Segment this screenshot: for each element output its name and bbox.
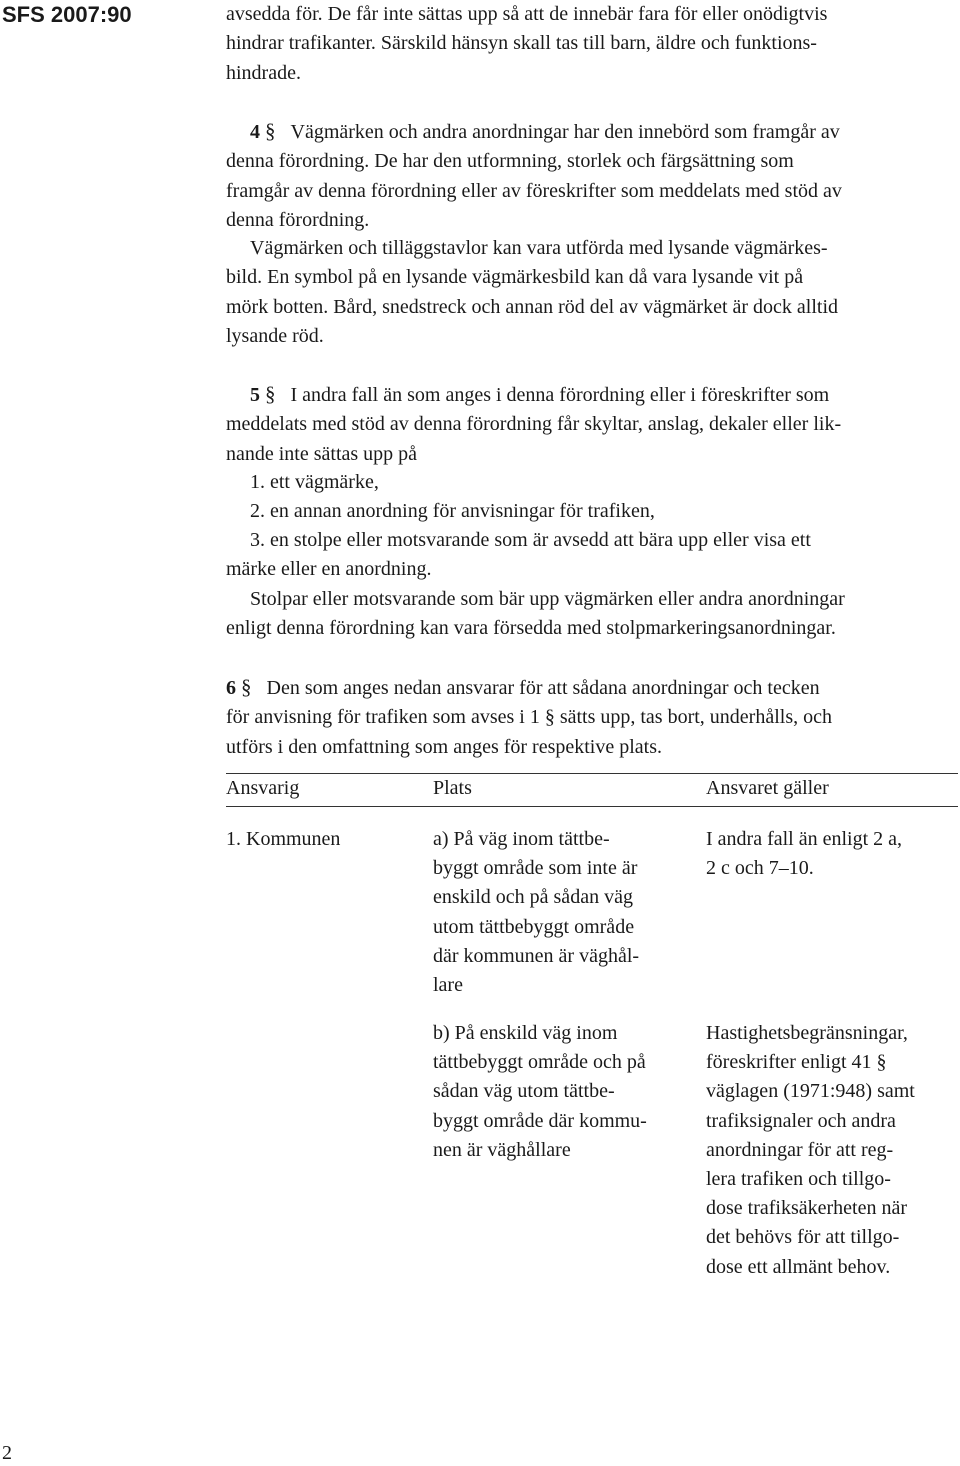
section-sign: § <box>265 119 276 143</box>
table-cell-plats: b) På enskild väg inom tättbebyggt område och på sådan väg utom tättbe- byggt område där kommu- nen är väghållare <box>433 1022 647 1161</box>
page-number: 2 <box>2 1442 12 1464</box>
section-4-paragraph <box>226 117 958 235</box>
table-cell-ansvarig: 1. Kommunen <box>226 828 341 850</box>
section-5-paragraph-2: Stolpar eller motsvarande som bär upp vägmärken eller andra anordningar enligt denna förordning kan vara försedda med stolpmarkeringsanordningar. <box>226 588 845 640</box>
table-header-ansvaret: Ansvaret gäller <box>706 777 829 799</box>
intro-paragraph: avsedda för. De får inte sättas upp så att de innebär fara för eller onödigtvis hindrar trafikanter. Särskild hänsyn skall tas till barn, äldre och funktions- hindrade. <box>226 3 828 84</box>
section-5-text: I andra fall än som anges i denna förordning eller i föreskrifter som meddelats med stöd av denna förordning får skyltar, anslag, dekaler eller lik- nande inte sättas upp på <box>226 384 842 465</box>
section-6-text: Den som anges nedan ansvarar för att sådana anordningar och tecken för anvisning för trafiken som avses i 1 § sätts upp, tas bort, underhålls, och utförs i den omfattning som anges för respektive plats. <box>226 677 832 758</box>
table-cell-ansvaret: Hastighetsbegränsningar, föreskrifter enligt 41 § väglagen (1971:948) samt trafiksignaler och andra anordningar för att reg- lera trafiken och tillgo- dose trafiksäkerheten när det behövs för att tillgo- dose ett allmänt behov. <box>706 1022 915 1278</box>
list-item: 2. en annan anordning för anvisningar för trafiken, <box>250 500 655 522</box>
section-4-text: Vägmärken och andra anordningar har den innebörd som framgår av denna förordning. De har den utformning, storlek och färgsättning som framgår av denna förordning eller av föreskrifter som meddelats med stöd av denna förordning. <box>226 121 842 231</box>
list-item: 3. en stolpe eller motsvarande som är avsedd att bära upp eller visa ett märke eller en anordning. <box>226 529 811 581</box>
table-header-ansvarig: Ansvarig <box>226 777 300 799</box>
section-6-number: 6 <box>226 677 236 699</box>
section-4-number: 4 <box>250 121 260 143</box>
table-top-rule <box>226 773 958 774</box>
table-header-plats: Plats <box>433 777 472 799</box>
section-5-paragraph <box>226 380 958 469</box>
table-header-rule <box>226 806 958 807</box>
section-4-paragraph-2: Vägmärken och tilläggstavlor kan vara utförda med lysande vägmärkes- bild. En symbol på en lysande vägmärkesbild kan då vara lysande vit på mörk botten. Bård, snedstreck och annan röd del av vägmärket är dock alltid lysande röd. <box>226 237 839 347</box>
table-cell-plats: a) På väg inom tättbe- byggt område som inte är enskild och på sådan väg utom tättbebyggt område där kommunen är väghål- lare <box>433 828 640 997</box>
table-cell-ansvaret: I andra fall än enligt 2 a, 2 c och 7–10. <box>706 828 903 880</box>
section-sign: § <box>241 675 252 699</box>
sfs-number: SFS 2007:90 <box>2 2 132 27</box>
section-sign: § <box>265 382 276 406</box>
list-item: 1. ett vägmärke, <box>250 471 379 493</box>
section-6-paragraph <box>226 673 958 762</box>
section-5-number: 5 <box>250 384 260 406</box>
